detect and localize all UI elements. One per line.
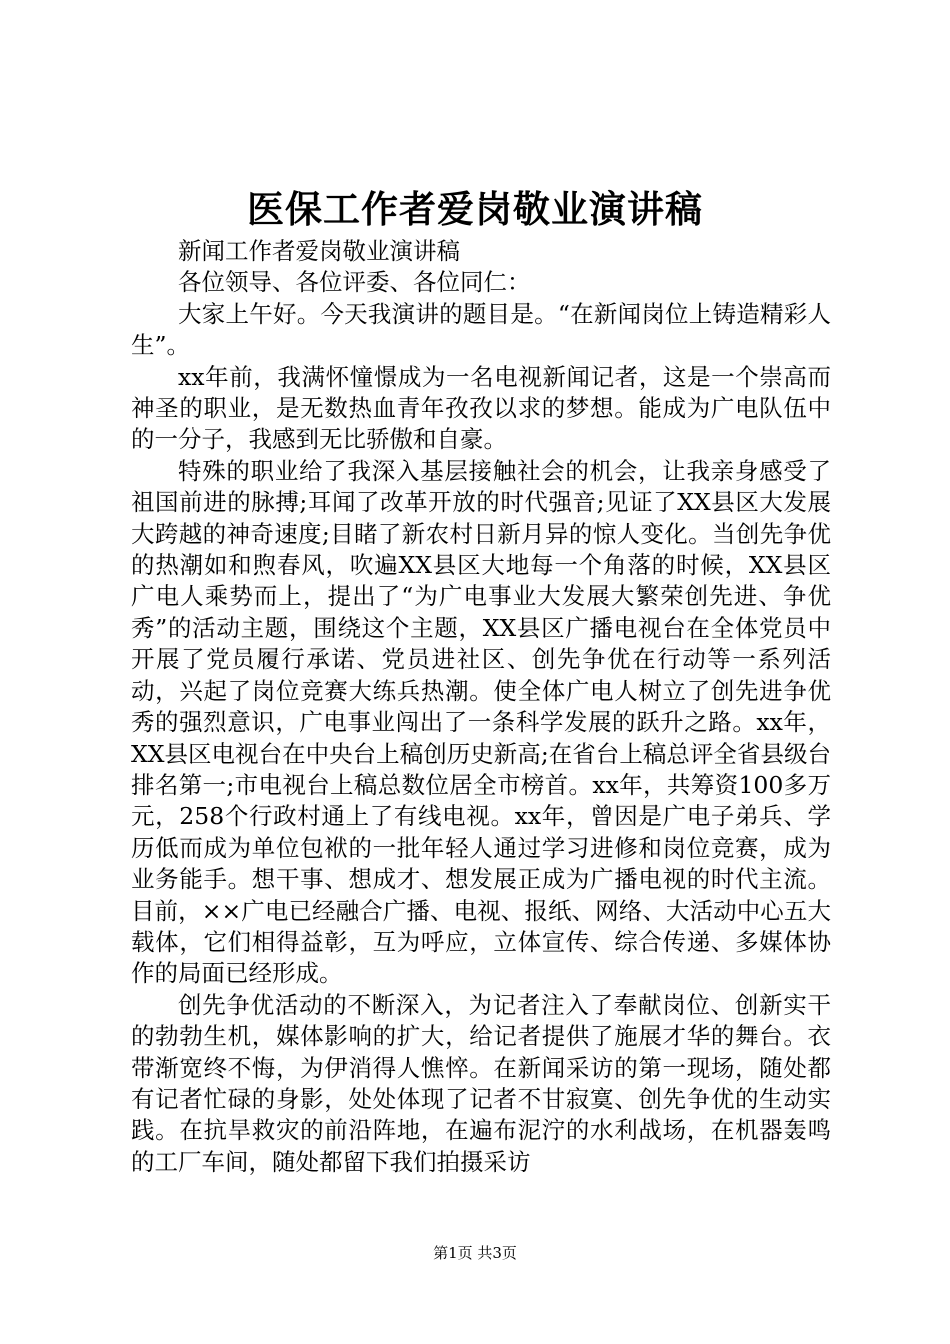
document-title: 医保工作者爱岗敬业演讲稿 (247, 187, 703, 231)
paragraph: xx年前，我满怀憧憬成为一名电视新闻记者，这是一个崇高而神圣的职业，是无数热血青年孜孜以求的梦想。能成为广电队伍中的一分子，我感到无比骄傲和自豪。 (131, 362, 831, 454)
paragraph: 大家上午好。今天我演讲的题目是。“在新闻岗位上铸造精彩人生”。 (131, 299, 831, 360)
paragraph: 创先争优活动的不断深入，为记者注入了奉献岗位、创新实干的勃勃生机，媒体影响的扩大，给记者提供了施展才华的舞台。衣带渐宽终不悔，为伊消得人憔悴。在新闻采访的第一现场，随处都有记者忙碌的身影，处处体现了记者不甘寂寞、创先争优的生动实践。在抗旱救灾的前沿阵地，在遍布泥泞的水利战场，在机器轰鸣的工厂车间，随处都留下我们拍摄采访 (131, 990, 831, 1176)
paragraph-subtitle: 新闻工作者爱岗敬业演讲稿 (178, 237, 460, 265)
page-footer: 第1页 共3页 (433, 1244, 517, 1262)
paragraph: 特殊的职业给了我深入基层接触社会的机会，让我亲身感受了祖国前进的脉搏;耳闻了改革开放的时代强音;见证了XX县区大发展大跨越的神奇速度;目睹了新农村日新月异的惊人变化。当创先争优的热潮如和煦春风，吹遍XX县区大地每一个角落的时候，XX县区广电人乘势而上，提出了“为广电事业大发展大繁荣创先进、争优秀”的活动主题，围绕这个主题，XX县区广播电视台在全体党员中开展了党员履行承诺、党员进社区、创先争优在行动等一系列活动，兴起了岗位竞赛大练兵热潮。使全体广电人树立了创先进争优秀的强烈意识，广电事业闯出了一条科学发展的跃升之路。xx年，XX县区电视台在中央台上稿创历史新高;在省台上稿总评全省县级台排名第一;市电视台上稿总数位居全市榜首。xx年，共筹资100多万元，258个行政村通上了有线电视。xx年，曾因是广电子弟兵、学历低而成为单位包袱的一批年轻人通过学习进修和岗位竞赛，成为业务能手。想干事、想成才、想发展正成为广播电视的时代主流。目前，××广电已经融合广播、电视、报纸、网络、大活动中心五大载体，它们相得益彰，互为呼应，立体宣传、综合传递、多媒体协作的局面已经形成。 (131, 456, 831, 988)
document-body (131, 236, 831, 1178)
paragraph-salutation: 各位领导、各位评委、各位同仁： (178, 268, 531, 297)
